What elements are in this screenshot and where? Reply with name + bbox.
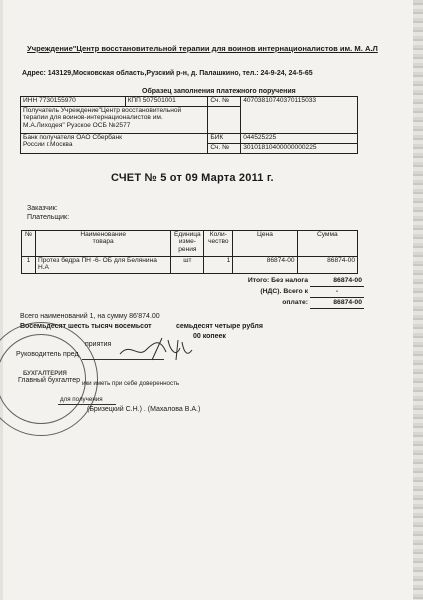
- header-price: Цена: [233, 231, 297, 257]
- corr-account-cell: 30101810400000000225: [241, 144, 358, 154]
- invoice-title: СЧЕТ № 5 от 09 Марта 2011 г.: [111, 172, 274, 184]
- proxy-notice: ики иметь при себе доверенность: [82, 380, 180, 387]
- bank-cell: Банк получателя ОАО Сбербанк России г.Москва: [21, 134, 208, 154]
- header-qty: Коли- чество: [204, 231, 233, 257]
- accountant-label: Главный бухгалтер: [18, 377, 80, 384]
- supplier-line: Учреждение"Центр восстановительной терапии для воинов интернационалистов им. М. А.Л: [27, 44, 378, 53]
- proxy-prefix: для получения: [60, 396, 103, 403]
- stamp-text: БУХГАЛТЕРИЯ: [23, 371, 67, 377]
- table-row: [22, 257, 358, 274]
- items-table: [21, 230, 358, 274]
- row-sum: 86874-00: [297, 257, 357, 274]
- supplier-address: Адрес: 143129,Московская область,Рузский р-н, д. Палашкино, тел.: 24-9-24, 24-5-65: [22, 70, 313, 77]
- received-label: приятия: [85, 341, 112, 348]
- total-value: 86874-00: [310, 276, 364, 287]
- account-cell: 40703810740370115033: [241, 97, 358, 134]
- row-price: 86874-00: [233, 257, 297, 274]
- inn-cell: ИНН 7730155970: [21, 97, 126, 107]
- customer-label: Заказчик:: [27, 205, 58, 212]
- head-signature: [118, 334, 196, 366]
- row-qty: 1: [204, 257, 233, 274]
- row-name: Протез бедра ПН -6- ОБ для Белянина Н.А: [35, 257, 170, 274]
- vat-label: (НДС). Всего к: [260, 288, 308, 296]
- pay-label: оплате:: [282, 299, 308, 307]
- pay-value: 86874-00: [310, 298, 364, 309]
- header-name: Наименование товара: [35, 231, 170, 257]
- payer-label: Плательщик:: [27, 214, 70, 221]
- signatory-names: (Бризецкий С.Н.) . (Махалова В.А.): [87, 406, 201, 413]
- vat-value: -: [310, 287, 364, 298]
- payment-form-caption: Образец заполнения платежного поручения: [142, 88, 296, 95]
- row-unit: шт: [171, 257, 204, 274]
- kpp-cell: КПП 507501001: [125, 97, 208, 107]
- header-num: №: [22, 231, 36, 257]
- recipient-cell: Получатель Учреждение"Центр восстановительной терапии для воинов-интернационалистов им. М.А.Лиходея" Рузское ОСБ №2577: [21, 107, 208, 134]
- head-label: Руководитель пред: [16, 351, 79, 358]
- bik-label-cell: БИК: [208, 134, 241, 144]
- amount-words-1: Восемьдесят шесть тысяч восемьсот: [20, 323, 152, 330]
- header-unit: Единица изме- рения: [171, 231, 204, 257]
- proxy-line: [58, 404, 116, 405]
- scan-left-edge: [0, 0, 3, 600]
- payment-details-table: [20, 96, 358, 154]
- row-num: 1: [22, 257, 36, 274]
- corr-label-cell: Сч. №: [208, 144, 241, 154]
- item-count-line: Всего наименований 1, на сумму 86'874.00: [20, 313, 160, 320]
- items-header-row: [22, 231, 358, 257]
- header-sum: Сумма: [297, 231, 357, 257]
- amount-words-2: семьдесят четыре рубля: [176, 323, 263, 330]
- bik-cell: 044525225: [241, 134, 358, 144]
- amount-words-3: 00 копеек: [193, 333, 226, 340]
- total-label: Итого: Без налога: [247, 277, 308, 285]
- account-label-cell: Сч. №: [208, 97, 241, 107]
- scan-right-edge: [413, 0, 423, 600]
- totals-block: [220, 276, 364, 309]
